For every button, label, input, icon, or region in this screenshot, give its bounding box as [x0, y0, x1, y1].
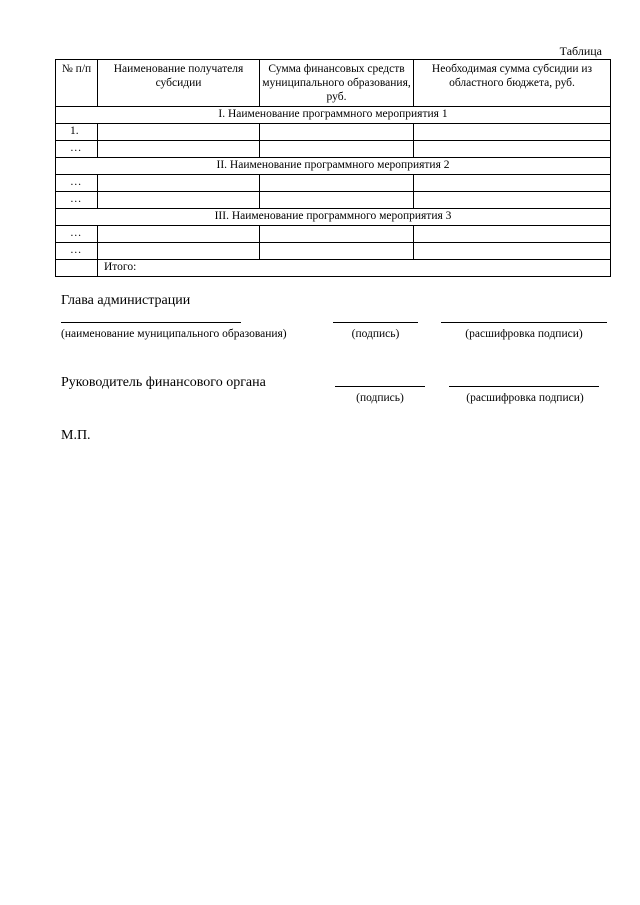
row-number: … [56, 192, 98, 209]
row-number: … [56, 226, 98, 243]
table-row [56, 192, 611, 209]
section-title: II. Наименование программного мероприятия 2 [56, 158, 611, 175]
municipal-amount-cell [260, 226, 414, 243]
row-number: … [56, 243, 98, 260]
table-row [56, 141, 611, 158]
total-number-cell [56, 260, 98, 277]
table-row [56, 124, 611, 141]
regional-amount-cell [414, 141, 611, 158]
municipal-amount-cell [260, 192, 414, 209]
head-title: Глава администрации [61, 293, 191, 308]
head-signature-caption: (подпись) [351, 328, 400, 340]
table-row [56, 226, 611, 243]
finance-decoding-line [449, 386, 599, 387]
municipal-amount-cell [260, 175, 414, 192]
row-number: … [56, 175, 98, 192]
head-decoding-line [441, 322, 607, 323]
head-decoding-caption: (расшифровка подписи) [465, 328, 583, 340]
row-number: 1. [56, 124, 98, 141]
header-number: № п/п [56, 60, 98, 107]
row-number: … [56, 141, 98, 158]
recipient-cell [98, 226, 260, 243]
regional-amount-cell [414, 192, 611, 209]
recipient-cell [98, 175, 260, 192]
section-title: I. Наименование программного мероприятия 1 [56, 107, 611, 124]
finance-decoding-caption: (расшифровка подписи) [466, 392, 584, 404]
table-row [56, 243, 611, 260]
regional-amount-cell [414, 175, 611, 192]
regional-amount-cell [414, 124, 611, 141]
municipal-amount-cell [260, 124, 414, 141]
regional-amount-cell [414, 243, 611, 260]
recipient-cell [98, 124, 260, 141]
municipal-amount-cell [260, 243, 414, 260]
recipient-cell [98, 141, 260, 158]
finance-title: Руководитель финансового органа [61, 375, 266, 390]
municipal-amount-cell [260, 141, 414, 158]
total-row [56, 260, 611, 277]
recipient-cell [98, 192, 260, 209]
stamp-place: М.П. [61, 428, 91, 443]
table-header-row [56, 60, 611, 107]
total-label: Итого: [98, 260, 611, 277]
subsidy-table [55, 59, 611, 277]
municipality-line [61, 322, 241, 323]
header-recipient: Наименование получателя субсидии [98, 60, 260, 107]
recipient-cell [98, 243, 260, 260]
municipality-caption: (наименование муниципального образования) [61, 328, 287, 340]
header-municipal-amount: Сумма финансовых средств муниципального образования, руб. [260, 60, 414, 107]
section-title: III. Наименование программного мероприятия 3 [56, 209, 611, 226]
section-row [56, 209, 611, 226]
head-signature-line [333, 322, 418, 323]
table-row [56, 175, 611, 192]
section-row [56, 158, 611, 175]
regional-amount-cell [414, 226, 611, 243]
section-row [56, 107, 611, 124]
header-regional-amount: Необходимая сумма субсидии из областного бюджета, руб. [414, 60, 611, 107]
finance-signature-caption: (подпись) [356, 392, 404, 404]
table-caption: Таблица [559, 44, 602, 58]
finance-signature-line [335, 386, 425, 387]
